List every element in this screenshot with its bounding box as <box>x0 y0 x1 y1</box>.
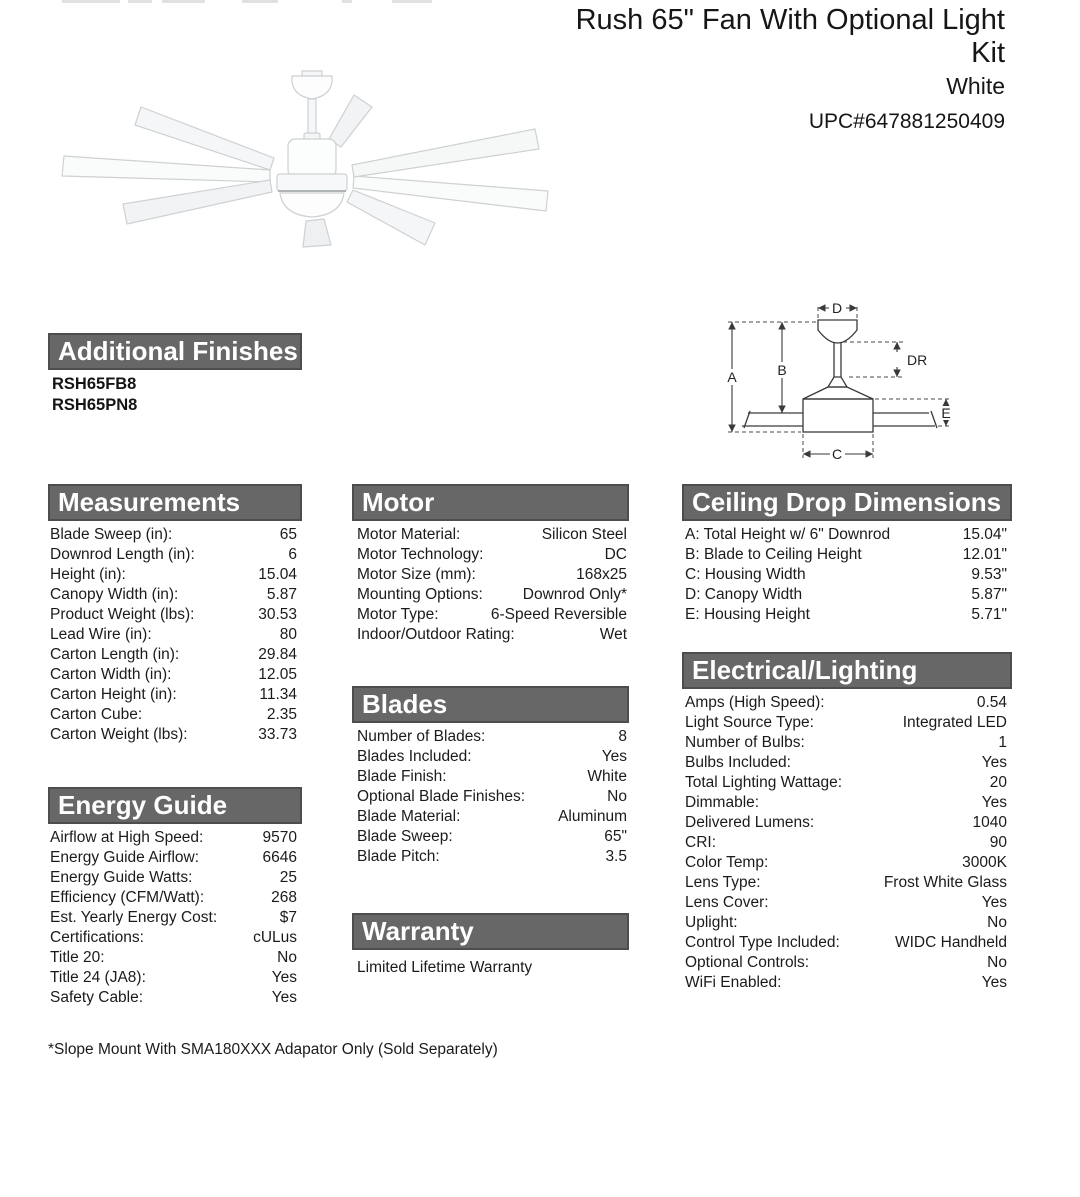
spec-label: Color Temp: <box>685 854 769 871</box>
spec-value: Silicon Steel <box>541 526 627 543</box>
spec-value: Yes <box>271 969 297 986</box>
diagram-label-e: E <box>941 405 951 421</box>
spec-row <box>50 968 297 988</box>
spec-label: B: Blade to Ceiling Height <box>685 546 862 563</box>
spec-label: Carton Length (in): <box>50 646 180 663</box>
spec-value: 3.5 <box>605 848 627 865</box>
spec-value: 6646 <box>262 849 297 866</box>
spec-label: C: Housing Width <box>685 566 806 583</box>
spec-row <box>685 773 1007 793</box>
spec-row <box>50 868 297 888</box>
spec-row <box>357 585 627 605</box>
spec-label: Mounting Options: <box>357 586 483 603</box>
diagram-label-a: A <box>727 369 737 385</box>
spec-row <box>357 767 627 787</box>
spec-label: Amps (High Speed): <box>685 694 825 711</box>
spec-row <box>685 893 1007 913</box>
cropped-logo-remnant <box>242 0 278 3</box>
energy-guide-rows <box>50 824 297 1008</box>
spec-row <box>50 888 297 908</box>
diagram-label-c: C <box>831 446 843 462</box>
spec-label: Title 20: <box>50 949 105 966</box>
spec-value: 80 <box>279 626 297 643</box>
spec-row <box>357 807 627 827</box>
cropped-logo-remnant <box>392 0 432 3</box>
spec-value: Downrod Only* <box>522 586 627 603</box>
ceiling-drop-diagram <box>700 282 1020 472</box>
motor-section <box>352 484 629 645</box>
spec-label: Motor Material: <box>357 526 461 543</box>
spec-row <box>357 787 627 807</box>
diagram-label-dr: DR <box>907 352 928 368</box>
spec-row <box>50 725 297 745</box>
ceiling-drop-dimensions-section <box>682 484 1012 625</box>
spec-label: Energy Guide Airflow: <box>50 849 200 866</box>
spec-label: Certifications: <box>50 929 144 946</box>
spec-row <box>50 685 297 705</box>
spec-label: Optional Blade Finishes: <box>357 788 526 805</box>
spec-value: 30.53 <box>258 606 297 623</box>
spec-row <box>50 545 297 565</box>
motor-rows <box>357 521 627 645</box>
spec-row <box>50 908 297 928</box>
spec-value: 20 <box>989 774 1007 791</box>
spec-value: 1040 <box>972 814 1007 831</box>
spec-value: 1 <box>998 734 1007 751</box>
spec-label: Motor Technology: <box>357 546 484 563</box>
spec-value: Aluminum <box>558 808 627 825</box>
additional-finishes-section <box>48 333 302 416</box>
spec-value: 12.05 <box>258 666 297 683</box>
spec-label: Uplight: <box>685 914 738 931</box>
spec-row <box>50 665 297 685</box>
spec-row <box>50 585 297 605</box>
spec-label: Control Type Included: <box>685 934 840 951</box>
measurements-rows <box>50 521 297 745</box>
spec-row <box>50 988 297 1008</box>
spec-row <box>50 828 297 848</box>
cropped-logo-remnant <box>128 0 152 3</box>
spec-row <box>50 705 297 725</box>
spec-row <box>357 625 627 645</box>
spec-value: Yes <box>601 748 627 765</box>
spec-row <box>357 827 627 847</box>
spec-value: Yes <box>981 894 1007 911</box>
spec-label: Dimmable: <box>685 794 760 811</box>
spec-row <box>685 973 1007 993</box>
spec-row <box>685 793 1007 813</box>
spec-row <box>685 693 1007 713</box>
spec-label: Delivered Lumens: <box>685 814 815 831</box>
electrical-lighting-section <box>682 652 1012 993</box>
spec-row <box>50 525 297 545</box>
product-upc: UPC#647881250409 <box>808 110 1005 133</box>
spec-label: E: Housing Height <box>685 606 810 623</box>
spec-label: CRI: <box>685 834 716 851</box>
spec-value: 6-Speed Reversible <box>490 606 627 623</box>
spec-value: 12.01" <box>962 546 1007 563</box>
warranty-heading: Warranty <box>352 913 629 950</box>
spec-label: Blade Sweep (in): <box>50 526 173 543</box>
spec-row <box>357 525 627 545</box>
spec-row <box>50 948 297 968</box>
electrical-lighting-heading: Electrical/Lighting <box>682 652 1012 689</box>
spec-value: White <box>587 768 627 785</box>
spec-row <box>50 928 297 948</box>
spec-row <box>50 605 297 625</box>
spec-value: cULus <box>253 929 297 946</box>
spec-label: D: Canopy Width <box>685 586 803 603</box>
spec-value: 15.04 <box>258 566 297 583</box>
spec-row <box>685 545 1007 565</box>
spec-row <box>685 813 1007 833</box>
spec-label: Title 24 (JA8): <box>50 969 146 986</box>
energy-guide-heading: Energy Guide <box>48 787 302 824</box>
spec-value: 5.87 <box>266 586 297 603</box>
spec-row <box>685 853 1007 873</box>
spec-row <box>357 605 627 625</box>
spec-label: Motor Type: <box>357 606 439 623</box>
warranty-text: Limited Lifetime Warranty <box>357 959 533 976</box>
spec-label: Lens Cover: <box>685 894 769 911</box>
spec-value: 90 <box>989 834 1007 851</box>
spec-row <box>685 953 1007 973</box>
spec-value: 3000K <box>962 854 1007 871</box>
cropped-logo-remnant <box>162 0 205 3</box>
spec-label: Height (in): <box>50 566 126 583</box>
spec-value: WIDC Handheld <box>895 934 1007 951</box>
cropped-logo-remnant <box>62 0 120 3</box>
spec-value: Integrated LED <box>902 714 1007 731</box>
energy-guide-section <box>48 787 302 1008</box>
blades-section <box>352 686 629 867</box>
spec-row <box>357 565 627 585</box>
finish-item: RSH65FB8 <box>52 375 137 393</box>
spec-value: 0.54 <box>976 694 1007 711</box>
spec-label: Est. Yearly Energy Cost: <box>50 909 218 926</box>
spec-value: 33.73 <box>258 726 297 743</box>
motor-heading: Motor <box>352 484 629 521</box>
spec-value: 168x25 <box>576 566 627 583</box>
spec-value: 29.84 <box>258 646 297 663</box>
spec-value: No <box>987 954 1007 971</box>
spec-value: 65" <box>604 828 627 845</box>
spec-label: Carton Weight (lbs): <box>50 726 188 743</box>
spec-row <box>685 525 1007 545</box>
additional-finishes-list <box>52 370 302 416</box>
spec-value: No <box>277 949 297 966</box>
spec-value: Yes <box>981 794 1007 811</box>
spec-row <box>50 645 297 665</box>
spec-row <box>685 565 1007 585</box>
spec-value: Frost White Glass <box>883 874 1007 891</box>
diagram-label-d: D <box>831 300 843 316</box>
spec-row <box>357 545 627 565</box>
spec-label: Total Lighting Wattage: <box>685 774 843 791</box>
diagram-label-b: B <box>777 362 787 378</box>
spec-value: No <box>607 788 627 805</box>
spec-label: Optional Controls: <box>685 954 810 971</box>
spec-label: Blade Pitch: <box>357 848 440 865</box>
spec-label: Canopy Width (in): <box>50 586 179 603</box>
spec-label: Blade Sweep: <box>357 828 453 845</box>
spec-value: 25 <box>279 869 297 886</box>
spec-value: 15.04" <box>962 526 1007 543</box>
spec-label: Bulbs Included: <box>685 754 791 771</box>
cropped-logo-remnant <box>342 0 352 3</box>
spec-label: A: Total Height w/ 6" Downrod <box>685 526 891 543</box>
spec-value: 9.53" <box>971 566 1007 583</box>
spec-label: Carton Cube: <box>50 706 143 723</box>
spec-value: Yes <box>981 754 1007 771</box>
spec-value: 8 <box>618 728 627 745</box>
spec-label: Blades Included: <box>357 748 472 765</box>
spec-value: DC <box>604 546 627 563</box>
spec-label: Blade Material: <box>357 808 461 825</box>
spec-value: 268 <box>271 889 297 906</box>
spec-label: Lens Type: <box>685 874 761 891</box>
spec-label: Light Source Type: <box>685 714 814 731</box>
product-finish: White <box>946 73 1005 99</box>
spec-value: 9570 <box>262 829 297 846</box>
fan-product-image <box>50 66 670 284</box>
spec-row <box>685 733 1007 753</box>
spec-value: 11.34 <box>259 686 297 703</box>
spec-row <box>357 747 627 767</box>
spec-row <box>50 848 297 868</box>
spec-label: WiFi Enabled: <box>685 974 782 991</box>
additional-finishes-heading: Additional Finishes <box>48 333 302 370</box>
blades-rows <box>357 723 627 867</box>
spec-value: Yes <box>271 989 297 1006</box>
spec-row <box>685 833 1007 853</box>
blades-heading: Blades <box>352 686 629 723</box>
spec-label: Lead Wire (in): <box>50 626 152 643</box>
spec-row <box>685 713 1007 733</box>
spec-label: Energy Guide Watts: <box>50 869 193 886</box>
finish-item: RSH65PN8 <box>52 396 138 414</box>
spec-value: 6 <box>288 546 297 563</box>
spec-row <box>685 605 1007 625</box>
spec-value: 5.87" <box>971 586 1007 603</box>
spec-row <box>357 847 627 867</box>
spec-value: Yes <box>981 974 1007 991</box>
spec-row <box>685 753 1007 773</box>
spec-value: 5.71" <box>971 606 1007 623</box>
spec-label: Airflow at High Speed: <box>50 829 204 846</box>
spec-label: Indoor/Outdoor Rating: <box>357 626 515 643</box>
spec-label: Carton Height (in): <box>50 686 177 703</box>
spec-label: Carton Width (in): <box>50 666 172 683</box>
product-title: Rush 65" Fan With Optional Light Kit <box>575 4 1005 69</box>
electrical-lighting-rows <box>685 689 1007 993</box>
spec-row <box>685 913 1007 933</box>
spec-row <box>50 565 297 585</box>
spec-label: Safety Cable: <box>50 989 144 1006</box>
spec-value: No <box>987 914 1007 931</box>
ceiling-drop-dimensions-rows <box>685 521 1007 625</box>
spec-value: $7 <box>279 909 297 926</box>
spec-label: Blade Finish: <box>357 768 447 785</box>
spec-value: Wet <box>599 626 627 643</box>
spec-row <box>357 727 627 747</box>
measurements-heading: Measurements <box>48 484 302 521</box>
spec-label: Number of Bulbs: <box>685 734 805 751</box>
spec-row <box>50 625 297 645</box>
spec-value: 65 <box>279 526 297 543</box>
spec-value: 2.35 <box>266 706 297 723</box>
spec-label: Product Weight (lbs): <box>50 606 195 623</box>
spec-row <box>685 585 1007 605</box>
spec-label: Motor Size (mm): <box>357 566 476 583</box>
measurements-section <box>48 484 302 745</box>
slope-mount-footnote: *Slope Mount With SMA180XXX Adapator Only (Sold Separately) <box>48 1041 498 1058</box>
spec-label: Downrod Length (in): <box>50 546 195 563</box>
warranty-section <box>352 913 629 977</box>
spec-label: Number of Blades: <box>357 728 486 745</box>
spec-row <box>685 933 1007 953</box>
spec-label: Efficiency (CFM/Watt): <box>50 889 205 906</box>
spec-row <box>685 873 1007 893</box>
ceiling-drop-dimensions-heading: Ceiling Drop Dimensions <box>682 484 1012 521</box>
